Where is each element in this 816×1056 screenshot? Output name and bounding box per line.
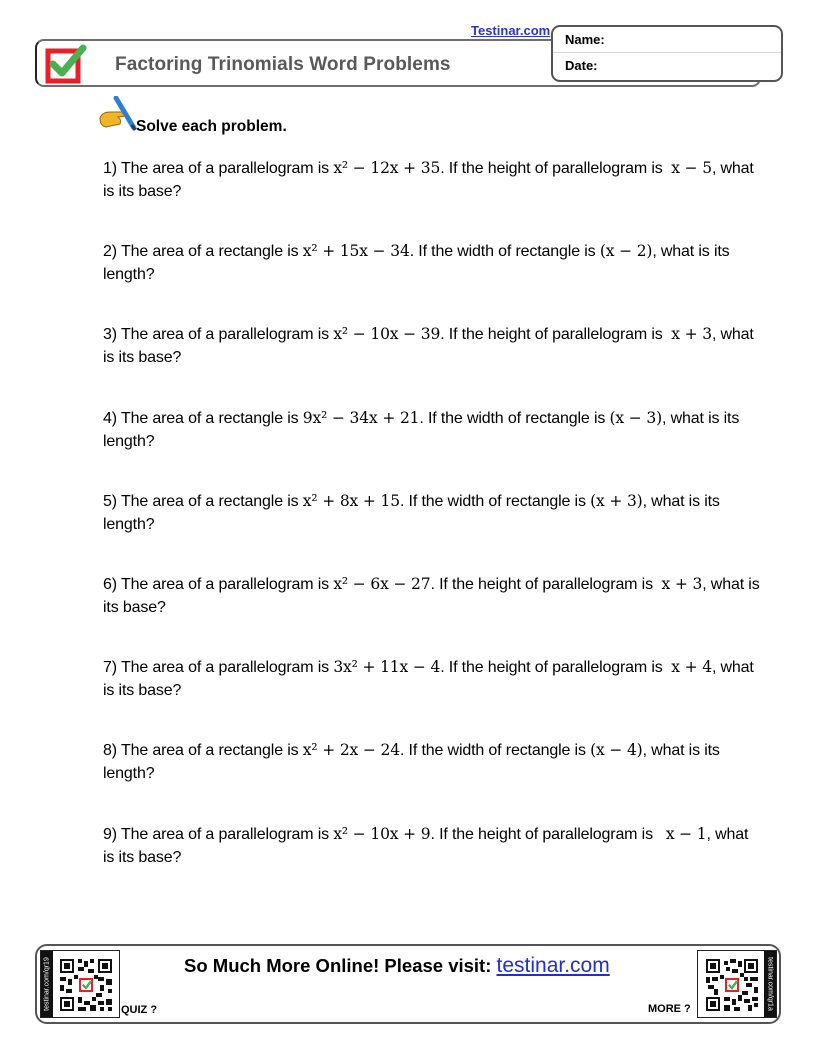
problem-text: The area of a parallelogram is [120,160,334,177]
dimension-expression: x − 1 [665,824,707,843]
qr-caption: testinar.com/qr1a [766,957,774,1011]
problem-5 [103,490,763,573]
checkbox-check-icon [45,44,89,84]
date-label: Date: [565,58,598,73]
problem-text: The area of a parallelogram is [120,575,334,593]
problem-4 [103,407,763,490]
dimension-expression: x + 4 [671,658,712,677]
problem-question: , what is its length? [103,243,730,284]
hand-writing-icon [98,96,138,134]
area-expression: x² − 6x − 27 [333,574,431,593]
name-date-box [551,25,783,82]
problem-number: 3) [103,326,117,344]
problem-question: , what is its length? [103,409,740,450]
problem-number: 2) [103,243,117,261]
qr-caption-strip [764,951,776,1017]
problem-text: . If the width of rectangle is [419,409,610,427]
area-expression: x² − 12x + 35 [333,159,441,177]
problem-text: The area of a rectangle is [120,742,303,760]
problem-question: , what is its length? [103,742,720,783]
problem-text: The area of a rectangle is [120,243,303,261]
dimension-expression: x − 5 [671,159,712,177]
problem-text: . If the height of parallelogram is [440,326,667,344]
problem-number: 6) [103,575,117,593]
dimension-expression: x + 3 [661,574,703,593]
problem-number: 7) [103,659,117,677]
problem-question: , what is its base? [103,575,760,616]
problem-number: 1) [103,160,117,177]
area-expression: x² + 2x − 24 [302,741,400,760]
dimension-expression: (x − 4) [590,741,643,760]
dimension-expression: (x + 3) [590,491,643,510]
name-field[interactable] [553,27,781,53]
problem-text: The area of a parallelogram is [120,326,334,344]
problem-question: , what is its base? [103,659,754,700]
qr-caption: testinar.com/qr19 [43,957,51,1011]
testinar-footer-link[interactable]: testinar.com [496,954,610,977]
area-expression: x² − 10x − 39 [333,325,441,344]
problem-list [103,157,763,906]
qr-code-icon [706,959,758,1011]
dimension-expression: x + 3 [671,325,712,344]
problem-number: 8) [103,742,117,760]
problem-6 [103,573,763,656]
problem-8 [103,739,763,822]
qr-code-more[interactable] [697,950,777,1018]
problem-text: . If the height of parallelogram is [440,160,667,177]
problem-text: . If the height of parallelogram is [430,825,658,843]
problem-text: The area of a parallelogram is [120,825,334,843]
date-field[interactable] [553,53,781,79]
problem-question: , what is its base? [103,825,749,866]
problem-question: , what is its length? [103,492,720,533]
problem-question: , what is its base? [103,326,754,367]
problem-text: . If the height of parallelogram is [430,575,658,593]
problem-1 [103,157,763,240]
problem-7 [103,656,763,739]
problem-3 [103,323,763,406]
more-label: MORE ? [648,1003,691,1015]
problem-text: The area of a rectangle is [120,409,303,427]
promo-text: So Much More Online! Please visit: [184,955,497,976]
area-expression: x² + 8x + 15 [302,491,400,510]
qr-code-quiz[interactable] [40,950,120,1018]
problem-text: . If the width of rectangle is [409,243,600,261]
problem-2 [103,240,763,323]
qr-caption-strip [41,951,53,1017]
promo-banner [184,954,610,978]
problem-number: 4) [103,409,117,427]
area-expression: x² − 10x + 9 [333,824,431,843]
problem-9 [103,823,763,906]
problem-text: . If the height of parallelogram is [440,659,667,677]
problem-number: 9) [103,825,117,843]
problem-text: . If the width of rectangle is [399,742,591,760]
page-title: Factoring Trinomials Word Problems [115,54,451,75]
problem-text: . If the width of rectangle is [399,492,591,510]
area-expression: 9x² − 34x + 21 [302,408,420,427]
area-expression: 3x² + 11x − 4 [333,658,441,677]
qr-code-icon [60,959,112,1011]
problem-text: The area of a rectangle is [120,492,303,510]
testinar-link[interactable]: Testinar.com [471,23,551,38]
dimension-expression: (x − 2) [599,242,653,261]
name-label: Name: [565,32,605,47]
problem-text: The area of a parallelogram is [120,659,334,677]
quiz-label: QUIZ ? [121,1004,158,1016]
problem-question: , what is its base? [103,160,754,200]
problem-number: 5) [103,492,117,510]
instructions-text: Solve each problem. [136,118,287,135]
area-expression: x² + 15x − 34 [302,242,410,261]
dimension-expression: (x − 3) [609,408,663,427]
